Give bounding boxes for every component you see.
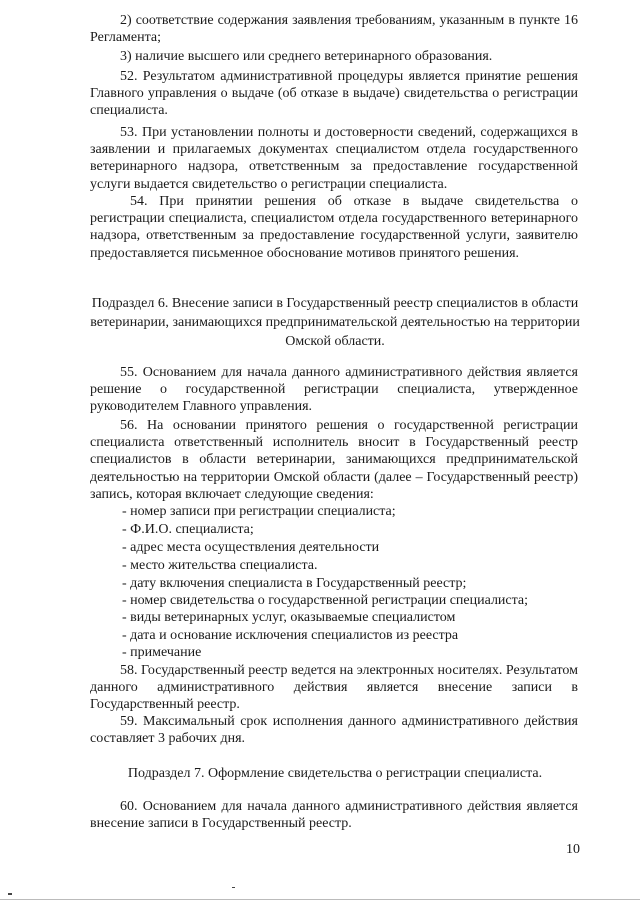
- page-number: 10: [566, 842, 580, 857]
- scan-edge-line: [0, 899, 640, 900]
- paragraph-54: 54. При принятии решения об отказе в выдаче свидетельства о регистрации специалиста, специалистом отдела государственного ветеринарного надзора, ответственным за предоставление государственной услуги, заявителю предоставляется письменное обоснование мотивов принятого решения.: [90, 194, 578, 261]
- subsection-6-heading: Подраздел 6. Внесение записи в Государственный реестр специалистов в области ветеринарии, занимающихся предпринимательской деятельностью на территории Омской области.: [90, 296, 580, 349]
- list-item: - номер свидетельства о государственной регистрации специалиста;: [122, 593, 529, 608]
- list-item: - Ф.И.О. специалиста;: [122, 522, 254, 537]
- paragraph-55: 55. Основанием для начала данного административного действия является решение о государственной регистрации специалиста, утвержденное руководителем Главного управления.: [90, 365, 578, 415]
- scan-speck: [8, 893, 12, 895]
- paragraph-item-3: 3) наличие высшего или среднего ветеринарного образования.: [120, 49, 493, 64]
- paragraph-58: 58. Государственный реестр ведется на электронных носителях. Результатом данного административного действия является внесение записи в Государственный реестр.: [90, 663, 578, 713]
- list-item: - дата и основание исключения специалистов из реестра: [122, 628, 459, 643]
- paragraph-53: 53. При установлении полноты и достоверности сведений, содержащихся в заявлении и прилагаемых документах специалистом отдела государственного ветеринарного надзора, ответственным за предоставление государственной услуги выдается свидетельство о регистрации специалиста.: [90, 125, 578, 192]
- subsection-7-heading: Подраздел 7. Оформление свидетельства о регистрации специалиста.: [127, 766, 543, 781]
- list-item: - примечание: [122, 645, 202, 660]
- paragraph-60: 60. Основанием для начала данного административного действия является внесение записи в Государственный реестр.: [90, 799, 578, 832]
- list-item: - номер записи при регистрации специалиста;: [122, 504, 396, 519]
- paragraph-item-2: 2) соответствие содержания заявления требованиям, указанным в пункте 16 Регламента;: [90, 13, 578, 46]
- paragraph-56: 56. На основании принятого решения о государственной регистрации специалиста ответственный исполнитель вносит в Государственный реестр специалистов в области ветеринарии, занимающихся предпринимательской деятельностью на территории Омской области (далее – Государственный реестр) запись, которая включает следующие сведения:: [90, 418, 578, 502]
- list-item: - адрес места осуществления деятельности: [122, 540, 380, 555]
- paragraph-52: 52. Результатом административной процедуры является принятие решения Главного управления о выдаче (об отказе в выдаче) свидетельства о регистрации специалиста.: [90, 69, 578, 119]
- paragraph-59: 59. Максимальный срок исполнения данного административного действия составляет 3 рабочих дня.: [90, 714, 578, 747]
- list-item: - дату включения специалиста в Государственный реестр;: [122, 576, 467, 591]
- scan-speck: [232, 887, 235, 888]
- list-item: - место жительства специалиста.: [122, 558, 318, 573]
- list-item: - виды ветеринарных услуг, оказываемые специалистом: [122, 610, 456, 625]
